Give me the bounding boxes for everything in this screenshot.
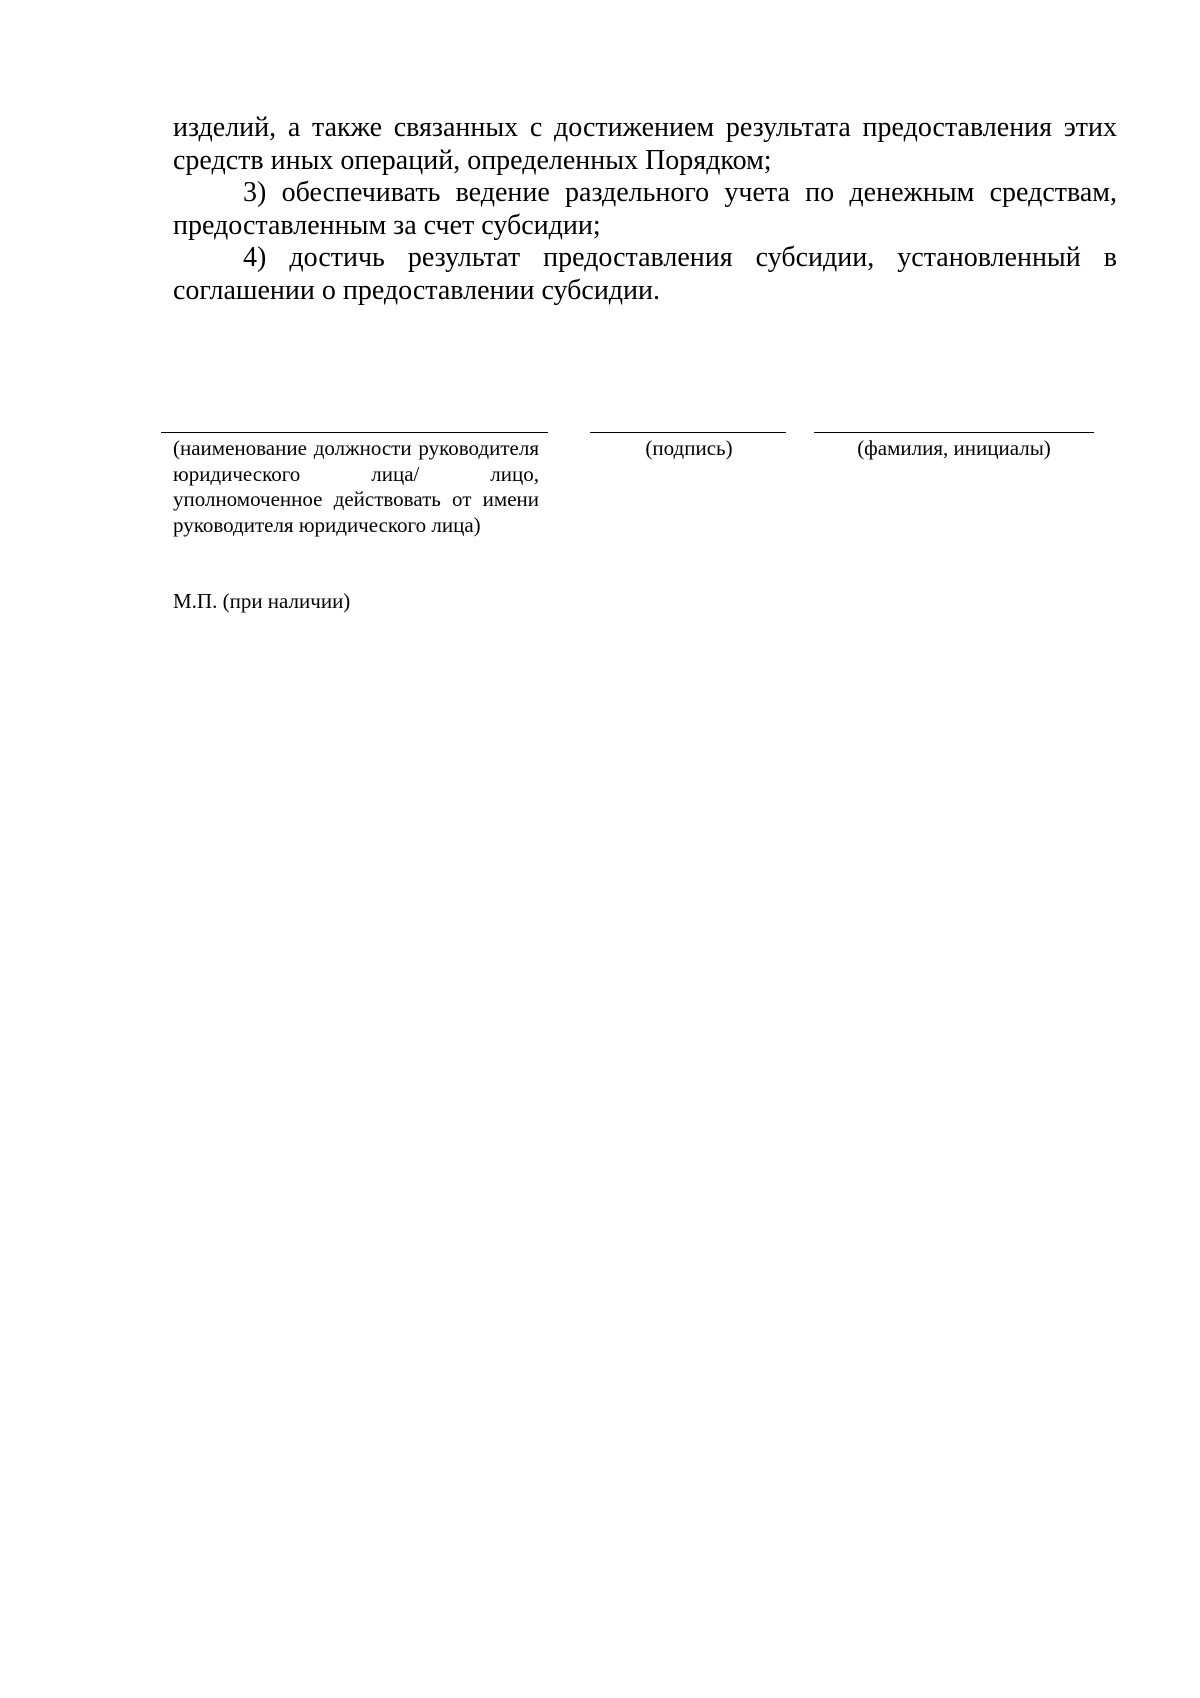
paragraph-item-4: 4) достичь результат предоставления субсидии, установленный в соглашении о предоставлении субсидии. xyxy=(173,242,1117,306)
signature-line xyxy=(590,432,786,433)
paragraph-continuation: изделий, а также связанных с достижением результата предоставления этих средств иных операций, определенных Порядком; xyxy=(173,112,1117,176)
document-body xyxy=(173,112,1117,307)
name-signature-line xyxy=(814,432,1094,433)
position-signature-line xyxy=(161,432,548,433)
position-caption: (наименование должности руководителя юридического лица/ лицо, уполномоченное действовать от имени руководителя юридического лица) xyxy=(173,436,539,537)
paragraph-item-3: 3) обеспечивать ведение раздельного учета по денежным средствам, предоставленным за счет субсидии; xyxy=(173,177,1117,241)
signature-caption: (подпись) xyxy=(645,436,733,460)
name-caption: (фамилия, инициалы) xyxy=(857,436,1051,460)
stamp-note: М.П. (при наличии) xyxy=(173,589,351,613)
